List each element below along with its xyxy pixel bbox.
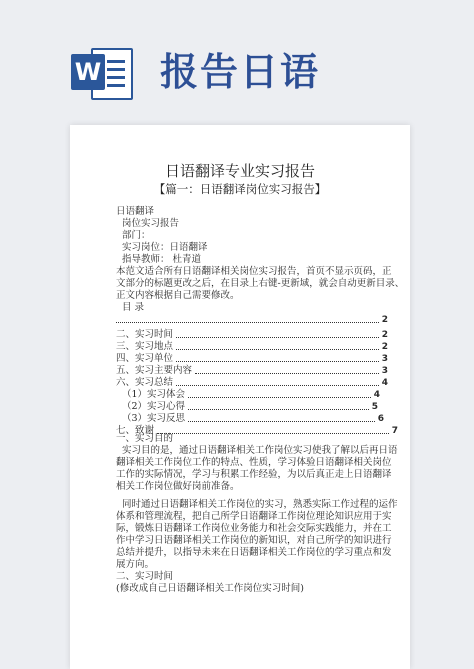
toc-item-page: 3 [381,354,388,364]
table-of-contents [116,314,398,437]
toc-item-page: 4 [373,390,380,400]
toc-item-page: 5 [371,402,378,412]
header-line: 指导教师： 杜青道 [122,254,202,265]
toc-item-label: 五、实习主要内容 [116,365,193,376]
toc-item-page: 3 [381,366,388,376]
toc-item-page: 2 [381,342,388,352]
toc-item-label: 四、实习单位 [116,353,174,364]
doc-line [107,60,125,63]
section-heading: 一、实习目的 [116,433,174,444]
paragraph-line: 相关工作岗位做好岗前准备。 [116,481,240,492]
header-line: 本范文适合所有日语翻译相关岗位实习报告，首页不显示页码，正 [116,266,392,277]
header-line: 实习岗位：日语翻译 [122,242,208,253]
toc-leader [176,337,379,338]
toc-leader [116,322,379,323]
header-line: 文部分的标题更改之后，在目录上右键-更新域，就会自动更新目录、 [116,278,405,289]
banner [0,0,474,120]
document-title: 日语翻译专业实习报告 [164,162,315,180]
toc-item[interactable] [116,401,388,413]
toc-item[interactable] [116,353,388,365]
doc-line [107,84,125,87]
toc-item-page: 6 [377,414,384,424]
paragraph-line: 展方向。 [116,559,155,570]
doc-line [107,76,125,79]
doc-line [107,68,125,71]
toc-item-page: 7 [391,426,398,436]
toc-item-label: 七、致谢 [116,425,155,436]
section-note: (修改成自己日语翻译相关工作岗位实习时间) [116,583,304,594]
paragraph-line: 际，锻炼日语翻译工作岗位业务能力和社会交际实践能力，并在工 [116,523,392,534]
toc-item-label: （3）实习反思 [122,413,186,424]
toc-heading: 目 录 [122,302,145,313]
word-badge: W [71,54,105,90]
toc-leader [176,361,379,362]
toc-item[interactable] [116,413,388,425]
toc-item-label: 二、实习时间 [116,329,174,340]
toc-item[interactable] [116,365,388,377]
toc-item-label: 六、实习总结 [116,377,174,388]
section-1 [116,433,398,595]
toc-leader [176,349,379,350]
toc-item-label: 三、实习地点 [116,341,174,352]
word-document-icon [71,42,135,102]
header-line: 部门： [122,230,151,241]
paragraph-line: 工作的实际情况，学习与积累工作经验，为以后真正走上日语翻译 [116,469,392,480]
paragraph-line: 体系和管理流程，把自己所学日语翻译工作岗位理论知识应用于实 [116,511,392,522]
toc-item[interactable] [116,329,388,341]
document-header-block [116,206,405,314]
header-line: 岗位实习报告 [122,218,180,229]
paragraph-line: 总结并提升，以指导未来在日语翻译相关工作岗位的学习重点和发 [116,547,392,558]
header-line: 日语翻译 [116,206,155,217]
paragraph-line: 实习目的是，通过日语翻译相关工作岗位实习使我了解以后再日语 [122,445,398,456]
paragraph-line: 翻译相关工作岗位工作的特点、性质，学习体验日语翻译相关岗位 [116,457,392,468]
toc-item-page: 2 [381,315,388,325]
toc-leader [176,385,379,386]
toc-item-label: （1）实习体会 [122,389,186,400]
document-page [70,125,410,669]
toc-item[interactable] [116,341,388,353]
toc-item[interactable] [116,389,388,401]
paragraph-line: 同时通过日语翻译相关工作岗位的实习，熟悉实际工作过程的运作 [122,499,398,510]
toc-leader [188,421,375,422]
header-line: 正文内容根据自己需要修改。 [116,290,240,301]
toc-item-page: 2 [381,330,388,340]
toc-item[interactable] [116,377,388,389]
toc-leader [188,397,371,398]
document-subtitle: 【篇一：日语翻译岗位实习报告】 [153,182,327,196]
toc-item-page: 4 [381,378,388,388]
toc-item[interactable] [116,314,388,326]
toc-item-label: （2）实习心得 [122,401,186,412]
section-heading: 二、实习时间 [116,571,174,582]
banner-title: 报告日语 [160,50,321,94]
paragraph-line: 作中学习日语翻译相关工作岗位的新知识，对自己所学的知识进行 [116,535,392,546]
toc-leader [195,373,379,374]
toc-leader [188,409,369,410]
